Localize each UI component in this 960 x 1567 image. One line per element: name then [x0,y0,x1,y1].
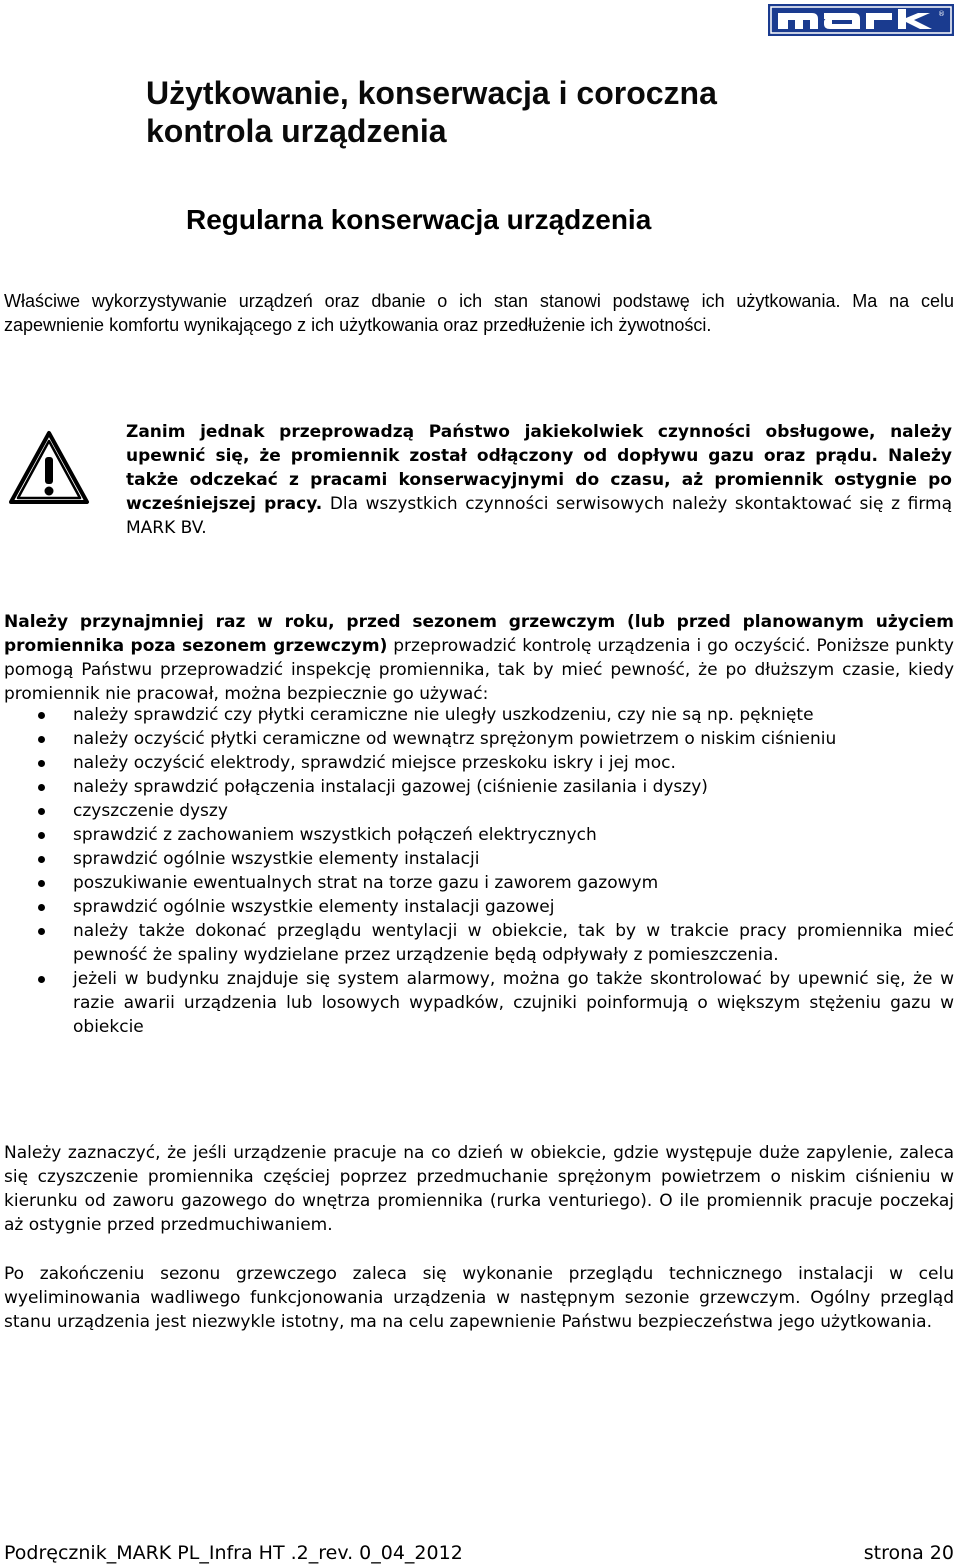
bullet-icon [38,904,45,911]
list-item [0,847,954,871]
document-reference: Podręcznik_MARK PL_Infra HT .2_rev. 0_04_2012 [4,1542,463,1564]
list-item-text: sprawdzić ogólnie wszystkie elementy instalacji gazowej [73,897,555,917]
list-item-text: sprawdzić z zachowaniem wszystkich połączeń elektrycznych [73,825,597,845]
intro-paragraph: Właściwe wykorzystywanie urządzeń oraz dbanie o ich stan stanowi podstawę ich użytkowania. Ma na celu zapewnienie komfortu wynikającego z ich użytkowania oraz przedłużenie ich żywotności. [4,291,954,335]
list-item [0,775,954,799]
list-item-text: sprawdzić ogólnie wszystkie elementy instalacji [73,849,480,869]
list-item-text: jeżeli w budynku znajduje się system alarmowy, można go także skontrolować by upewnić się, że w razie awarii urządzenia lub losowych wypadków, czujniki poinformują o większym stężeniu gazu w obiekcie [73,969,954,1037]
list-item [0,919,954,967]
list-item-text: należy oczyścić płytki ceramiczne od wewnątrz sprężonym powietrzem o niskim ciśnieniu [73,729,837,749]
list-item-text: należy sprawdzić połączenia instalacji gazowej (ciśnienie zasilania i dyszy) [73,777,708,797]
list-item [0,823,954,847]
end-of-season-paragraph: Po zakończeniu sezonu grzewczego zaleca się wykonanie przeglądu technicznego instalacji w celu wyeliminowania wadliwego funkcjonowania urządzenia w następnym sezonie grzewczym. Ogólny przegląd stanu urządzenia jest niezwykle istotny, ma na celu zapewnienie Państwu bezpieczeństwa jego użytkowania. [4,1264,954,1332]
list-item-text: należy także dokonać przeglądu wentylacji w obiekcie, tak by w trakcie pracy promiennika mieć pewność że spaliny wydzielane przez urządzenie będą odpływały z pomieszczenia. [73,921,954,965]
page-number: strona 20 [863,1542,954,1564]
list-item [0,703,954,727]
list-item [0,799,954,823]
mark-logo [768,4,954,36]
list-item [0,895,954,919]
safety-warning-bold: Zanim jednak przeprowadzą Państwo jakiekolwiek czynności obsługowe, należy upewnić się, że promiennik został odłączony od dopływu gazu oraz prądu. Należy także odczekać z pracami konserwacyjnymi do czasu, aż promiennik ostygnie po wcześniejszej pracy. [126,422,952,514]
page-title: Użytkowanie, konserwacja i coroczna kontrola urządzenia [146,75,717,149]
inspection-checklist [0,703,954,1039]
list-item [0,751,954,775]
svg-text:®: ® [938,10,945,18]
list-item [0,727,954,751]
list-item-text: poszukiwanie ewentualnych strat na torze gazu i zaworem gazowym [73,873,659,893]
bullet-icon [38,976,45,983]
bullet-icon [38,880,45,887]
list-item-text: należy sprawdzić czy płytki ceramiczne nie uległy uszkodzeniu, czy nie są np. pęknięte [73,705,814,725]
bullet-icon [38,784,45,791]
list-item [0,871,954,895]
bullet-icon [38,760,45,767]
bullet-icon [38,808,45,815]
bullet-icon [38,856,45,863]
annual-inspection-text: przeprowadzić kontrolę urządzenia i go oczyścić. Poniższe punkty pomogą Państwu przeprowadzić inspekcję promiennika, tak by mieć pewność, że po dłuższym czasie, kiedy promiennik nie pracował, można bezpiecznie go używać: [4,636,954,704]
annual-inspection-paragraph [4,610,954,706]
list-item [0,967,954,1039]
warning-triangle-icon [8,430,90,506]
list-item-text: czyszczenie dyszy [73,801,228,821]
bullet-icon [38,928,45,935]
bullet-icon [38,712,45,719]
mark-logo-graphic [768,4,954,36]
bullet-icon [38,736,45,743]
section-heading: Regularna konserwacja urządzenia [186,204,652,235]
bullet-icon [38,832,45,839]
annual-inspection-bold: Należy przynajmniej raz w roku, przed sezonem grzewczym (lub przed planowanym użyciem promiennika poza sezonem grzewczym) [4,612,954,656]
safety-warning-contact: Dla wszystkich czynności serwisowych należy skontaktować się z firmą MARK BV. [126,494,953,538]
dust-cleaning-paragraph: Należy zaznaczyć, że jeśli urządzenie pracuje na co dzień w obiekcie, gdzie występuje duże zapylenie, zaleca się czyszczenie promiennika częściej poprzez przedmuchanie sprężonym powietrzem o niskim ciśnieniu w kierunku od zaworu gazowego do wnętrza promiennika (rurka venturiego). O ile promiennik pracuje poczekaj aż ostygnie przed przedmuchiwaniem. [4,1143,954,1235]
safety-warning [126,420,952,540]
list-item-text: należy oczyścić elektrody, sprawdzić miejsce przeskoku iskry i jej moc. [73,753,676,773]
